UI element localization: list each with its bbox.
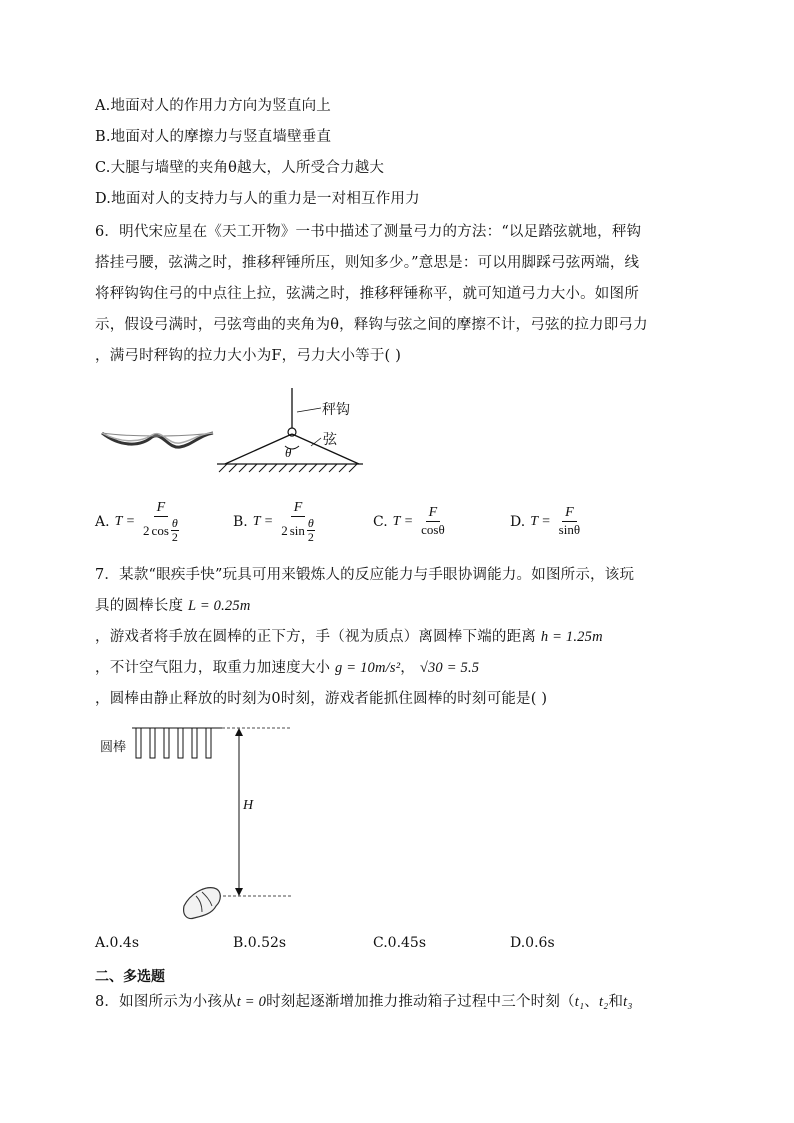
q6-option-a-letter: A. (95, 514, 110, 530)
q6-option-b-coef: 2 (281, 522, 288, 538)
q6-line-5: ，满弓时秤钩的拉力大小为F，弓力大小等于( ) (95, 348, 402, 364)
section-title: 二、多选题 (95, 969, 165, 985)
q6-option-b-fn: sin (289, 522, 305, 538)
q8-text-2: 时刻起逐渐增加推力推动箱子过程中三个时刻（ (266, 994, 575, 1010)
q6-option-d (510, 505, 583, 538)
q6-option-c-lhs: T = (392, 513, 414, 529)
q6-option-d-num: F (562, 505, 577, 522)
q6-option-b (233, 500, 318, 544)
q5-option-d: D.地面对人的支持力与人的重力是一对相互作用力 (95, 191, 420, 207)
hand-icon (184, 888, 221, 919)
q6-option-c-den: cosθ (421, 522, 445, 537)
q6-option-d-den: sinθ (558, 522, 581, 537)
q8-sep-2: 和 (608, 994, 624, 1010)
angle-label: θ (285, 445, 292, 460)
q8-t3: t₃ (623, 994, 633, 1010)
q6-option-a-lhs: T = (114, 514, 136, 529)
q7-line-5: ，圆棒由静止释放的时刻为0时刻，游戏者能抓住圆棒的时刻可能是( ) (95, 691, 548, 707)
q7-option-d: D.0.6s (510, 935, 555, 951)
q7-sqrt: √30 = 5.5 (419, 660, 480, 676)
q6-option-d-letter: D. (510, 513, 526, 530)
q7-line-4-text: ，不计空气阻力，取重力加速度大小 (95, 660, 331, 676)
q7-line-2-text: 具的圆棒长度 (95, 598, 184, 614)
rod-figure (132, 724, 312, 924)
string-label: 弦 (323, 432, 337, 448)
q6-option-a-argnum: θ (171, 516, 178, 530)
hook-label: 秤钩 (322, 402, 350, 418)
q6-line-1: 6．明代宋应星在《天工开物》一书中描述了测量弓力的方法：“以足踏弦就地，秤钩 (95, 224, 642, 240)
q6-option-a-coef: 2 (143, 522, 150, 538)
q8-t1: t₁ (574, 994, 585, 1010)
q6-option-b-num: F (291, 500, 306, 517)
q6-option-b-argden: 2 (307, 530, 314, 544)
q6-option-a-argden: 2 (171, 530, 178, 544)
q6-line-3: 将秤钩钩住弓的中点往上拉，弦满之时，推移秤锤称平，就可知道弓力大小。如图所 (95, 286, 639, 302)
q8-line-1 (95, 992, 633, 1012)
q6-option-c-fraction (418, 505, 448, 538)
q6-option-a-num: F (154, 500, 169, 517)
bow-illustration (100, 425, 215, 465)
q7-gravity: g = 10m/s² (335, 660, 401, 676)
q6-option-c (373, 505, 448, 538)
q7-hand-distance: h = 1.25m (540, 629, 603, 645)
q7-line-3-text: ，游戏者将手放在圆棒的正下方，手（视为质点）离圆棒下端的距离 (95, 629, 536, 645)
q6-option-c-num: F (426, 505, 441, 522)
q8-t2: t₂ (598, 994, 609, 1010)
q6-option-b-lhs: T = (252, 514, 274, 529)
q5-option-b: B.地面对人的摩擦力与竖直墙壁垂直 (95, 129, 332, 145)
q8-sep-1: 、 (584, 994, 599, 1010)
q6-option-d-lhs: T = (530, 513, 551, 529)
q6-option-b-argnum: θ (307, 516, 314, 530)
q6-line-4: 示，假设弓满时，弓弦弯曲的夹角为θ，释钩与弦之间的摩擦不计，弓弦的拉力即弓力 (95, 317, 648, 333)
q6-option-b-fraction (278, 500, 318, 544)
q6-option-c-letter: C. (373, 513, 388, 530)
q6-option-a-fraction (140, 500, 182, 544)
q7-option-a: A.0.4s (95, 935, 140, 951)
q8-text: 8．如图所示为小孩从 (95, 994, 237, 1010)
q5-option-a: A.地面对人的作用力方向为竖直向上 (95, 98, 331, 114)
q6-option-a (95, 500, 182, 544)
q6-option-b-letter: B. (233, 514, 248, 530)
q7-line-2 (95, 596, 251, 616)
height-label: H (243, 798, 254, 813)
q7-option-c: C.0.45s (373, 935, 427, 951)
rod-label: 圆棒 (100, 740, 127, 755)
q7-line-4 (95, 658, 479, 678)
q7-line-1: 7．某款“眼疾手快”玩具可用来锻炼人的反应能力与手眼协调能力。如图所示，该玩 (95, 567, 635, 583)
q7-option-b: B.0.52s (233, 935, 287, 951)
q7-line-4-sep: ， (400, 660, 415, 676)
q5-option-c: C.大腿与墙壁的夹角θ越大，人所受合力越大 (95, 160, 385, 176)
q7-line-3 (95, 627, 603, 647)
q6-line-2: 搭挂弓腰，弦满之时，推移秤锤所压，则知多少。”意思是：可以用脚踩弓弦两端，线 (95, 255, 640, 271)
q8-t0: t = 0 (236, 994, 267, 1010)
q6-option-d-fraction (556, 505, 583, 538)
q7-rod-length: L = 0.25m (188, 598, 251, 614)
q6-option-a-fn: cos (151, 522, 169, 538)
